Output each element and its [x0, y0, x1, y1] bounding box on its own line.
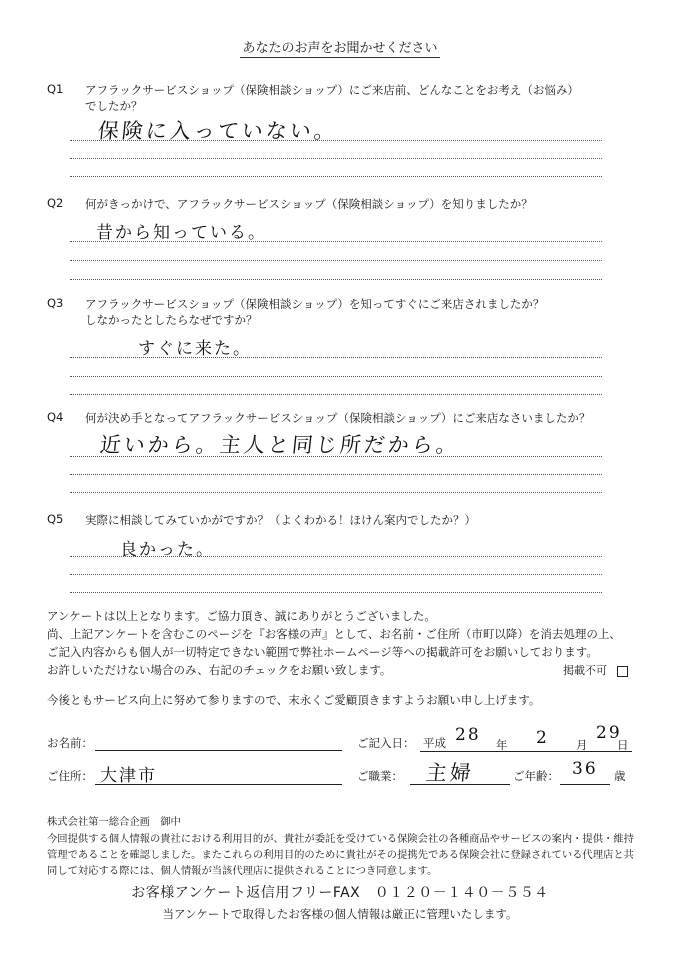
footer-note: 当アンケートで取得したお客様の個人情報は厳正に管理いたします。	[162, 907, 518, 921]
question-number: Q3	[47, 296, 64, 310]
no-publish-label: 掲載不可	[563, 664, 607, 677]
answer-line	[70, 556, 602, 557]
company-name: 株式会社第一総合企画 御中	[47, 816, 181, 828]
question-text: しなかったとしたらなぜですか？	[85, 313, 258, 327]
thanks-text: 今後ともサービス向上に努めて参りますので、末永くご愛顧頂きますようお願い申し上げます。	[47, 693, 541, 707]
question-text: 実際に相談してみていかがですか？（よくわかる！ほけん案内でしたか？）	[85, 513, 476, 527]
answer-line	[70, 456, 602, 457]
answer-line	[70, 474, 602, 475]
year-value[interactable]: 28	[455, 725, 481, 745]
answer-line	[70, 357, 602, 358]
question-text: 何が決め手となってアフラックサービスショップ（保険相談ショップ）にご来店なさいましたか？	[85, 411, 591, 425]
fax-number: お客様アンケート返信用フリーFAX ０１２０－１４０－５５４	[131, 885, 549, 901]
no-publish-option[interactable]	[563, 662, 628, 678]
address-label: ご住所：	[47, 769, 93, 783]
privacy-text: 管理であることを確認しました。またこれらの利用目的のために貴社がその提携先である保険会社に登録されている代理店と共	[47, 849, 634, 861]
question-text: アフラックサービスショップ（保険相談ショップ）にご来店前、どんなことをお考え（お悩み）	[85, 83, 579, 97]
day-value[interactable]: 29	[596, 723, 622, 743]
address-field[interactable]	[95, 784, 342, 785]
answer-line	[70, 394, 602, 395]
occupation-label: ご職業：	[357, 769, 403, 783]
answer-q5[interactable]: 良かった。	[120, 540, 215, 560]
question-number: Q5	[47, 512, 64, 526]
question-number: Q1	[47, 82, 64, 96]
answer-line	[70, 492, 602, 493]
answer-q4[interactable]: 近いから。主人と同じ所だから。	[98, 433, 462, 457]
answer-line	[70, 592, 602, 593]
answer-line	[70, 260, 602, 261]
month-value[interactable]: 2	[536, 728, 549, 748]
era-label: 平成	[423, 736, 446, 750]
answer-line	[70, 574, 602, 575]
answer-q1[interactable]: 保険に入っていない。	[96, 119, 340, 143]
answer-line	[70, 140, 602, 141]
closing-text: ご記入内容からも個人が一切特定できない範囲で弊社ホームページ等への掲載許可をお願いしております。	[47, 645, 598, 659]
no-publish-checkbox[interactable]	[617, 666, 628, 677]
age-field[interactable]	[560, 784, 610, 785]
question-text: アフラックサービスショップ（保険相談ショップ）を知ってすぐにご来店されましたか？	[85, 297, 545, 311]
page-title: あなたのお声をお聞かせください	[242, 41, 438, 56]
day-unit: 日	[617, 738, 629, 752]
question-number: Q2	[47, 196, 64, 210]
answer-line	[70, 279, 602, 280]
privacy-text: 同して対応する際には、個人情報が当該代理店に提供されることにつき同意します。	[47, 865, 438, 877]
answer-q2[interactable]: 昔から知っている。	[96, 223, 267, 243]
age-unit: 歳	[614, 769, 626, 783]
answer-line	[70, 241, 602, 242]
answer-line	[70, 158, 602, 159]
question-text: 何がきっかけで、アフラックサービスショップ（保険相談ショップ）を知りましたか？	[85, 197, 533, 211]
occupation-field[interactable]	[410, 784, 510, 785]
question-text: でしたか？	[85, 99, 143, 113]
age-value[interactable]: 36	[572, 759, 598, 779]
name-field[interactable]	[95, 750, 342, 751]
address-value[interactable]: 大津市	[100, 766, 157, 786]
age-label: ご年齢：	[513, 769, 559, 783]
date-label: ご記入日：	[357, 736, 415, 750]
year-unit: 年	[496, 738, 508, 752]
answer-q3[interactable]: すぐに来た。	[138, 339, 252, 359]
closing-text: 尚、上記アンケートを含むこのページを『お客様の声』として、お名前・ご住所（市町以降）を消去処理の上、	[47, 627, 621, 641]
answer-line	[70, 176, 602, 177]
date-field[interactable]	[420, 751, 632, 752]
closing-text: お許しいただけない場合のみ、右記のチェックをお願い致します。	[47, 663, 392, 677]
closing-text: アンケートは以上となります。ご協力頂き、誠にありがとうございました。	[47, 609, 436, 623]
name-label: お名前：	[47, 736, 93, 750]
privacy-text: 今回提供する個人情報の貴社における利用目的が、貴社が委託を受けている保険会社の各種商品やサービスの案内・提供・維持	[47, 833, 634, 845]
occupation-value[interactable]: 主婦	[424, 761, 476, 785]
month-unit: 月	[576, 738, 588, 752]
question-number: Q4	[47, 410, 64, 424]
answer-line	[70, 376, 602, 377]
